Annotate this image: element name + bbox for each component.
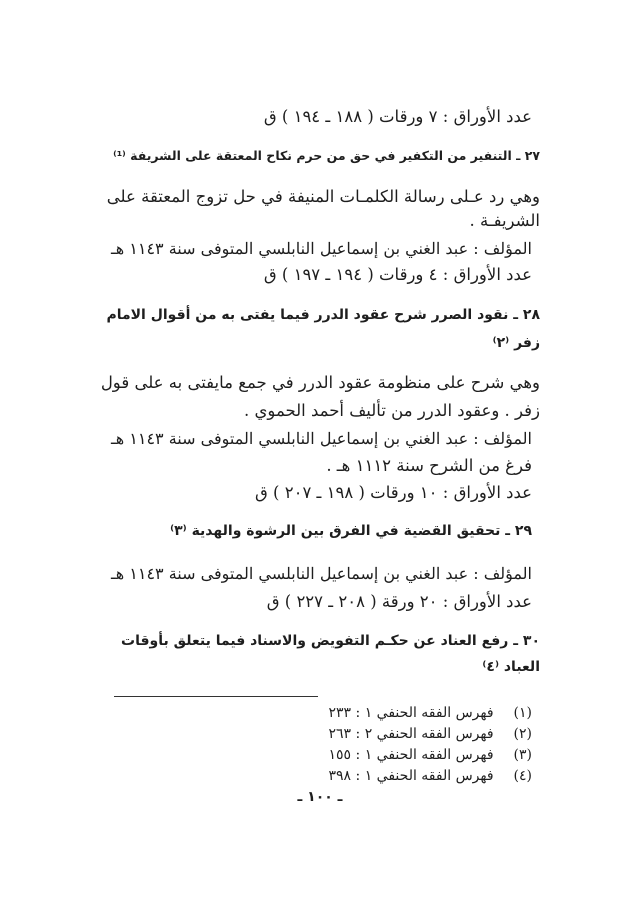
entry-28-description: وهي شرح على منظومة عقود الدرر في جمع مايفتى به على قول	[100, 373, 540, 392]
footnote-4	[232, 765, 532, 787]
entry-29-title: ٢٩ ـ تحقيق القضية في الفرق بين الرشوة والهدية ⁽٣⁾	[170, 523, 532, 539]
footnote-number: (٣)	[513, 747, 532, 763]
footnote-1	[232, 702, 532, 724]
entry-28-completion: فرغ من الشرح سنة ١١١٢ هـ .	[326, 456, 532, 475]
footnote-separator	[114, 696, 318, 697]
entry-27-author: المؤلف : عبد الغني بن إسماعيل النابلسي المتوفى سنة ١١٤٣ هـ	[111, 239, 532, 258]
footnote-text: فهرس الفقه الحنفي ١ : ١٥٥	[328, 747, 494, 763]
entry-29-author: المؤلف : عبد الغني بن إسماعيل النابلسي المتوفى سنة ١١٤٣ هـ	[111, 564, 532, 583]
entry-30-title-cont: العباد ⁽٤⁾	[482, 659, 540, 675]
footnote-number: (١)	[513, 705, 532, 721]
footnote-text: فهرس الفقه الحنفي ١ : ٢٣٣	[328, 705, 494, 721]
entry-29-leaves: عدد الأوراق : ٢٠ ورقة ( ٢٠٨ ـ ٢٢٧ ) ق	[266, 592, 532, 611]
entry-27-title: ٢٧ ـ التنفير من التكفير في حق من حرم نكاح المعتقة على الشريفة ⁽¹⁾	[113, 148, 540, 163]
footnote-text: فهرس الفقه الحنفي ١ : ٣٩٨	[328, 768, 494, 784]
entry-27-description-cont: الشريفـة .	[469, 211, 540, 230]
footnote-number: (٤)	[513, 768, 532, 784]
footnote-2	[232, 723, 532, 745]
entry-26-leaves: عدد الأوراق : ٧ ورقات ( ١٨٨ ـ ١٩٤ ) ق	[263, 107, 532, 126]
entry-28-title-cont: زفر ⁽٢⁾	[492, 335, 540, 351]
entry-30-title: ٣٠ ـ رفع العناد عن حكـم التفويض والاسناد فيما يتعلق بأوقات	[121, 633, 540, 649]
entry-28-leaves: عدد الأوراق : ١٠ ورقات ( ١٩٨ ـ ٢٠٧ ) ق	[254, 483, 532, 502]
footnote-text: فهرس الفقه الحنفي ٢ : ٢٦٣	[328, 726, 494, 742]
entry-28-author: المؤلف : عبد الغني بن إسماعيل النابلسي المتوفى سنة ١١٤٣ هـ	[111, 429, 532, 448]
footnote-3	[232, 744, 532, 766]
entry-27-leaves: عدد الأوراق : ٤ ورقات ( ١٩٤ ـ ١٩٧ ) ق	[263, 265, 532, 284]
entry-28-title: ٢٨ ـ نقود الصرر شرح عقود الدرر فيما يفتى به من أقوال الامام	[106, 307, 540, 323]
entry-27-description: وهي رد عـلى رسالة الكلمـات المنيفة في حل تزوج المعتقة على	[106, 187, 540, 206]
page-number: ـ ١٠٠ ـ	[297, 789, 343, 805]
footnote-number: (٢)	[513, 726, 532, 742]
entry-28-description-cont: زفر . وعقود الدرر من تأليف أحمد الحموي .	[244, 401, 540, 420]
